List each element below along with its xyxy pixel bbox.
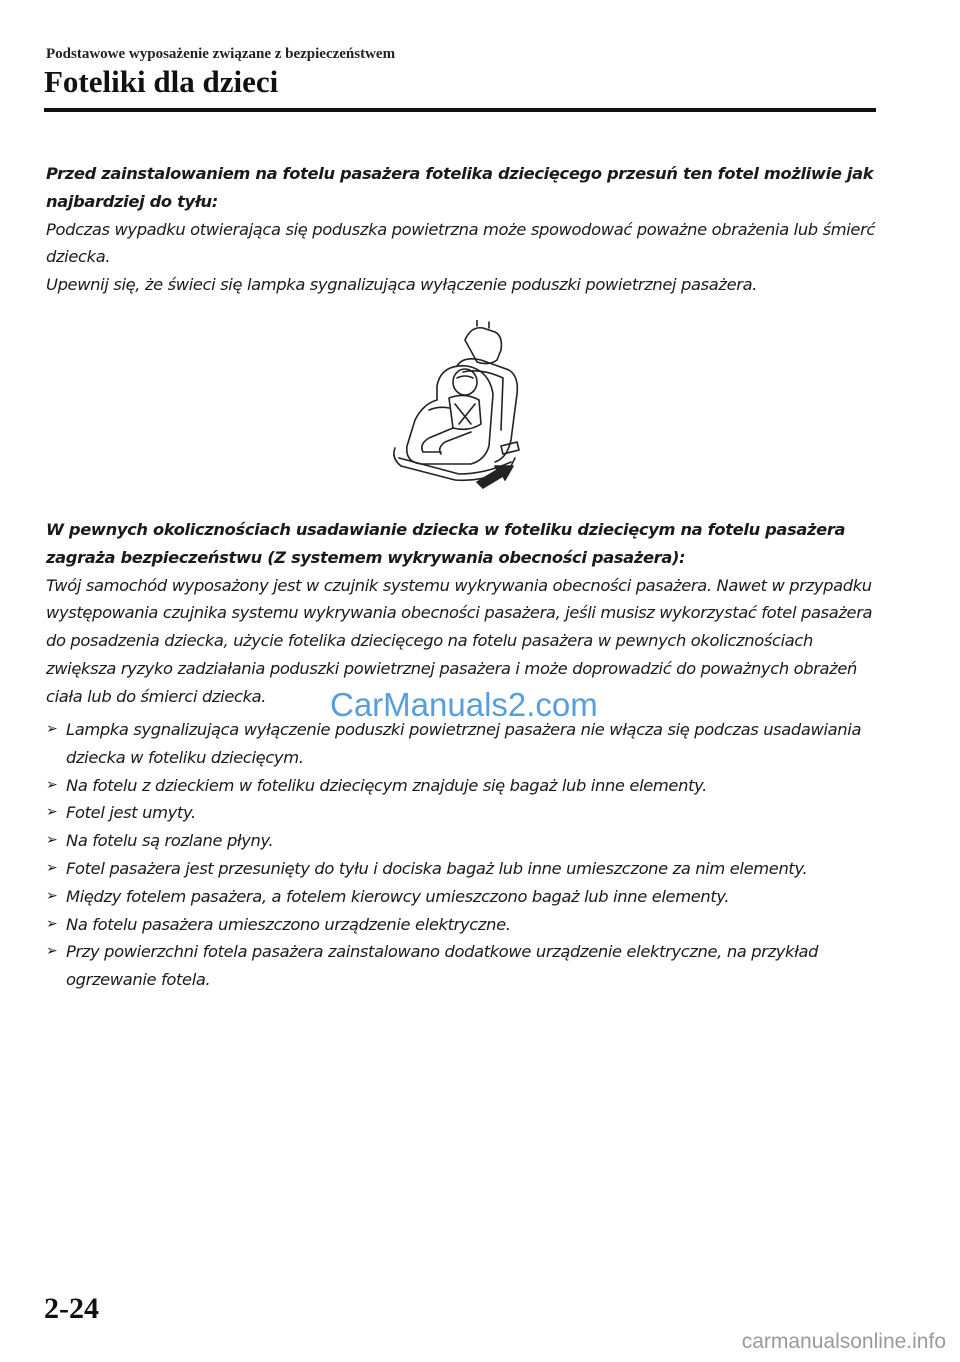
list-item: ➢ Na fotelu pasażera umieszczono urządzenie elektryczne. — [46, 911, 876, 939]
warning-heading: W pewnych okolicznościach usadawianie dziecka w foteliku dziecięcym na fotelu pasażera zagraża bezpieczeństwu (Z systemem wykrywania obecności pasażera): — [46, 520, 846, 567]
watermark: CarManuals2.com — [330, 686, 598, 723]
arrow-bullet-icon: ➢ — [46, 915, 58, 932]
warning-seat-position — [46, 160, 876, 299]
page-number: 2-24 — [44, 1292, 99, 1325]
list-item: ➢ Na fotelu z dzieckiem w foteliku dziecięcym znajduje się bagaż lub inne elementy. — [46, 772, 876, 800]
arrow-bullet-icon: ➢ — [46, 859, 58, 876]
child-seat-illustration — [385, 320, 535, 490]
list-item: ➢ Fotel jest umyty. — [46, 799, 876, 827]
arrow-bullet-icon: ➢ — [46, 887, 58, 904]
arrow-bullet-icon: ➢ — [46, 832, 58, 849]
warning-paragraph: Upewnij się, że świeci się lampka sygnalizująca wyłączenie poduszki powietrznej pasażera. — [46, 275, 758, 295]
list-item: ➢ Przy powierzchni fotela pasażera zainstalowano dodatkowe urządzenie elektryczne, na przykład ogrzewanie fotela. — [46, 938, 876, 994]
list-item: ➢ Lampka sygnalizująca wyłączenie poduszki powietrznej pasażera nie włącza się podczas usadawiania dziecka w foteliku dziecięcym. — [46, 716, 876, 772]
warning-heading: Przed zainstalowaniem na fotelu pasażera fotelika dziecięcego przesuń ten fotel możliwie jak najbardziej do tyłu: — [46, 164, 874, 211]
page-title: Foteliki dla dzieci — [44, 64, 279, 99]
warning-occupant-detection — [46, 516, 876, 711]
arrow-bullet-icon: ➢ — [46, 721, 58, 737]
arrow-bullet-icon: ➢ — [46, 804, 58, 821]
list-item: ➢ Fotel pasażera jest przesunięty do tyłu i dociska bagaż lub inne umieszczone za nim elementy. — [46, 855, 876, 883]
warning-paragraph: Twój samochód wyposażony jest w czujnik systemu wykrywania obecności pasażera. Nawet w przypadku występowania czujnika systemu wykrywania obecności pasażera, jeśli musisz wykorzystać fotel pasażera do posadzenia dziecka, użycie fotelika dziecięcego na fotelu pasażera w pewnych okolicznościach zwiększa ryzyko zadziałania poduszki powietrznej pasażera i może doprowadzić do poważnych obrażeń ciała lub do śmierci dziecka. — [46, 575, 873, 706]
footer-site-mark: carmanualsonline.info — [741, 1330, 946, 1353]
conditions-list — [46, 716, 876, 994]
title-divider — [44, 108, 876, 112]
list-item: ➢ Między fotelem pasażera, a fotelem kierowcy umieszczono bagaż lub inne elementy. — [46, 883, 876, 911]
warning-paragraph: Podczas wypadku otwierająca się poduszka powietrzna może spowodować poważne obrażenia lub śmierć dziecka. — [46, 219, 876, 267]
arrow-bullet-icon: ➢ — [46, 776, 58, 793]
arrow-bullet-icon: ➢ — [46, 943, 58, 960]
list-item: ➢ Na fotelu są rozlane płyny. — [46, 827, 876, 855]
breadcrumb: Podstawowe wyposażenie związane z bezpieczeństwem — [46, 46, 396, 62]
